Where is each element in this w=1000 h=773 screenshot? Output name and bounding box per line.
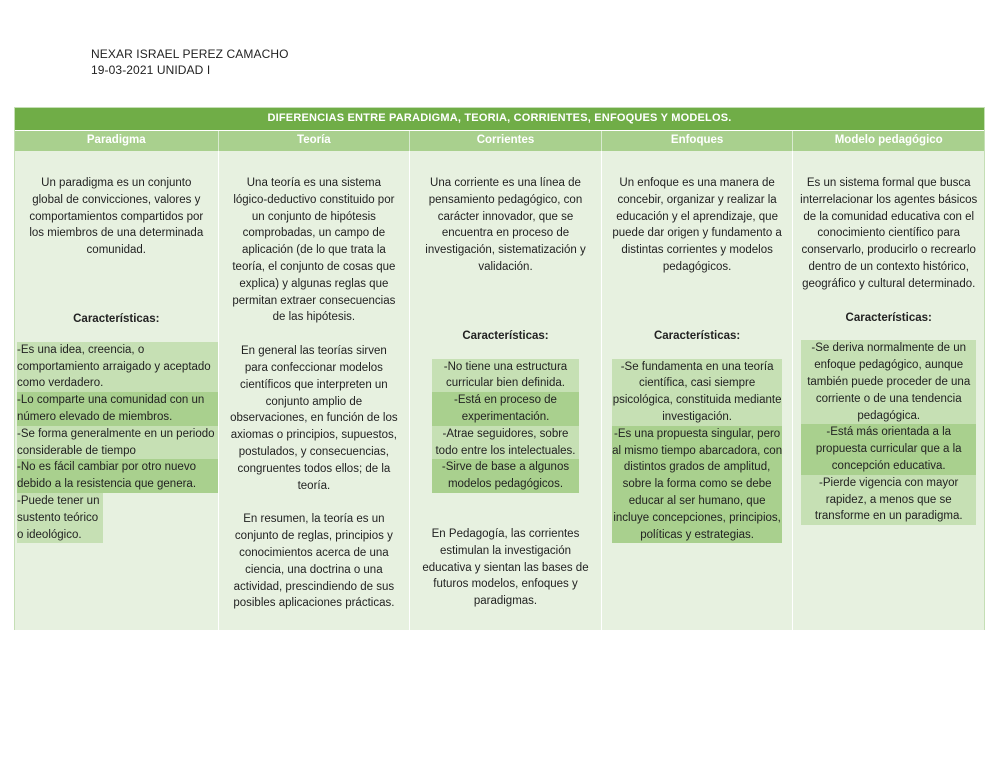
paradigma-definition: Un paradigma es un conjunto global de convicciones, valores y comportamientos compartidos por los miembros de una determinada comunidad.: [29, 177, 204, 257]
enfoques-definition: Un enfoque es una manera de concebir, organizar y realizar la educación y el aprendizaje, que puede dar origen y fundamento a distintas corrientes y modelos pedagógicos.: [612, 177, 782, 273]
paradigma-characteristics-heading: Características:: [73, 312, 160, 325]
cell-corrientes: [410, 151, 602, 630]
teoria-paragraph-3: En resumen, la teoría es un conjunto de reglas, principios y conocimientos acerca de una ciencia, una doctrina o una actividad, prescindiendo de sus posibles aplicaciones prácticas.: [233, 513, 395, 610]
column-header-enfoques: Enfoques: [602, 131, 794, 151]
column-header-modelo: Modelo pedagógico: [834, 134, 943, 146]
author-name: NEXAR ISRAEL PEREZ CAMACHO: [91, 47, 289, 61]
enfoques-characteristics-heading: Características:: [653, 329, 741, 342]
column-header-corrientes: Corrientes: [410, 131, 602, 151]
list-item: -Es una propuesta singular, pero al mismo tiempo abarcadora, con distintos grados de amplitud, sobre la forma como se debe educar al ser humano, que incluye concepciones, principios, políticas y estrategias.: [612, 426, 783, 544]
modelo-characteristics-heading: Características:: [845, 311, 932, 324]
date-unit: 19-03-2021 UNIDAD I: [91, 63, 211, 77]
enfoques-characteristics-list: [606, 359, 789, 544]
list-item: -Atrae seguidores, sobre todo entre los intelectuales.: [432, 426, 579, 460]
list-item: -Lo comparte una comunidad con un número elevado de miembros.: [17, 392, 218, 426]
modelo-characteristics-list: [797, 340, 980, 525]
list-item: -Puede tener un sustento teórico o ideológico.: [17, 493, 103, 543]
column-header-teoria: Teoría: [219, 131, 411, 151]
cell-enfoques: [602, 151, 794, 630]
cell-modelo: [793, 151, 984, 630]
corrientes-closing: En Pedagogía, las corrientes estimulan la investigación educativa y sientan las bases de futuros modelos, enfoques y paradigmas.: [422, 527, 589, 608]
list-item: -Es una idea, creencia, o comportamiento arraigado y aceptado como verdadero.: [17, 342, 218, 392]
list-item: -No tiene una estructura curricular bien definida.: [432, 359, 579, 393]
modelo-definition: Es un sistema formal que busca interrelacionar los agentes básicos de la comunidad educativa con el conocimiento científico para conservarlo, producirlo o recrearlo dentro de un contexto histórico, geográfico y cultural determinado.: [800, 177, 978, 290]
cell-paradigma: [15, 151, 219, 630]
list-item: -Se fundamenta en una teoría científica, casi siempre psicológica, constituida mediante investigación.: [612, 359, 783, 426]
list-item: -Sirve de base a algunos modelos pedagógicos.: [432, 459, 579, 493]
cell-teoria: [219, 151, 411, 630]
corrientes-definition: Una corriente es una línea de pensamiento pedagógico, con carácter innovador, que se encuentra en proceso de investigación, sistematización y validación.: [425, 177, 586, 273]
column-header-row: [15, 130, 984, 151]
list-item: -Está más orientada a la propuesta curricular que a la concepción educativa.: [801, 424, 976, 474]
table-title: DIFERENCIAS ENTRE PARADIGMA, TEORIA, CORRIENTES, ENFOQUES Y MODELOS.: [15, 108, 984, 130]
list-item: -Se forma generalmente en un periodo considerable de tiempo: [17, 426, 218, 460]
content-row: [15, 151, 984, 630]
column-header-paradigma: Paradigma: [15, 131, 219, 151]
corrientes-characteristics-list: [414, 359, 597, 493]
paradigma-characteristics-list: [17, 342, 218, 544]
list-item: -Se deriva normalmente de un enfoque pedagógico, aunque también puede proceder de una corriente o de una tendencia pedagógica.: [801, 340, 976, 424]
document-header: [91, 46, 289, 78]
list-item: -Pierde vigencia con mayor rapidez, a menos que se transforme en un paradigma.: [801, 475, 976, 525]
comparison-table: [14, 107, 985, 630]
teoria-paragraph-1: Una teoría es una sistema lógico-deductivo constituido por un conjunto de hipótesis comprobadas, un campo de aplicación (de lo que trata la teoría, el conjunto de cosas que explica) y algunas reglas que permitan extraer consecuencias de las hipótesis.: [232, 177, 396, 324]
list-item: -Está en proceso de experimentación.: [432, 392, 579, 426]
corrientes-characteristics-heading: Características:: [462, 329, 549, 342]
list-item: -No es fácil cambiar por otro nuevo debido a la resistencia que genera.: [17, 459, 218, 493]
teoria-paragraph-2: En general las teorías sirven para confeccionar modelos científicos que interpreten un conjunto amplio de observaciones, en función de los axiomas o principios, supuestos, postulados, y consecuencias, congruentes todos ellos; de la teoría.: [230, 345, 398, 492]
